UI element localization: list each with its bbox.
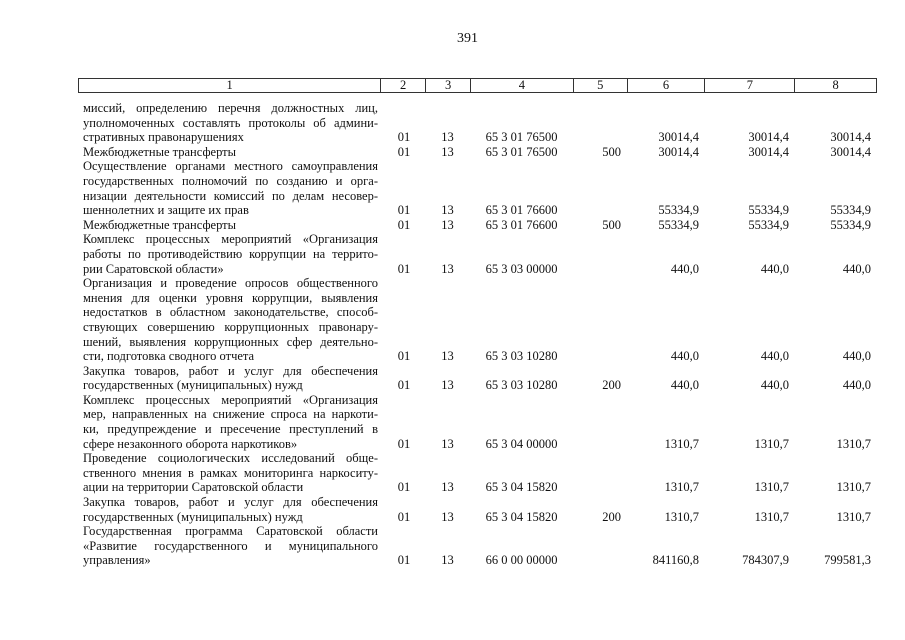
- row-description: [78, 524, 380, 568]
- target-article-code: 65 3 04 15820: [485, 480, 558, 495]
- row-description: [78, 393, 380, 451]
- description-line: государственных (муниципальных) нужд: [83, 509, 303, 524]
- amount-year-1: 440,0: [670, 349, 699, 364]
- target-article-code: 65 3 01 76600: [485, 203, 558, 218]
- subsection-code: 13: [441, 203, 454, 218]
- target-article-code: 65 3 01 76600: [485, 217, 558, 232]
- description-line: Закупка товаров, работ и услуг для обеспечения: [83, 495, 378, 510]
- section-code: 01: [397, 378, 411, 393]
- target-article-code: 65 3 03 10280: [485, 378, 558, 393]
- description-line: стративных правонарушениях: [83, 130, 244, 145]
- target-article-code: 65 3 01 76500: [485, 144, 558, 159]
- amount-year-1: 30014,4: [658, 144, 699, 159]
- amount-year-2: 30014,4: [748, 144, 789, 159]
- amount-year-2: 55334,9: [748, 203, 789, 218]
- description-line: Межбюджетные трансферты: [83, 144, 237, 159]
- section-code: 01: [397, 349, 411, 364]
- description-line: миссий, определению перечня должностных лиц,: [83, 101, 378, 115]
- amount-year-3: 799581,3: [824, 553, 871, 568]
- amount-year-3: 440,0: [842, 378, 871, 393]
- description-line: недостатков в областном законодательстве, способ-: [83, 305, 378, 320]
- description-line: мнения для оценки уровня коррупции, выявления: [83, 290, 378, 305]
- column-header: 8: [794, 79, 876, 92]
- expense-type-code: 200: [602, 378, 621, 393]
- description-line: ствующих совершению коррупционных правонару-: [83, 319, 378, 334]
- subsection-code: 13: [441, 217, 454, 232]
- description-line: Государственная программа Саратовской области: [83, 524, 378, 539]
- description-line: Осуществление органами местного самоуправления: [83, 159, 378, 174]
- row-description: [78, 145, 380, 160]
- description-line: сти, подготовка сводного отчета: [83, 349, 255, 364]
- description-line: ации на территории Саратовской области: [83, 480, 304, 495]
- column-header: 4: [470, 79, 573, 92]
- amount-year-3: 55334,9: [830, 203, 871, 218]
- section-code: 01: [397, 261, 411, 276]
- description-line: «Развитие государственного и муниципального: [83, 538, 378, 553]
- row-description: [78, 232, 380, 276]
- expense-type-code: 500: [602, 144, 621, 159]
- table-row: [78, 495, 877, 524]
- amount-year-2: 1310,7: [754, 436, 789, 451]
- subsection-code: 13: [441, 378, 454, 393]
- description-line: мер, направленных на снижение спроса на наркоти-: [83, 407, 378, 422]
- subsection-code: 13: [441, 144, 454, 159]
- amount-year-3: 55334,9: [830, 217, 871, 232]
- table-row: [78, 524, 877, 568]
- amount-year-1: 1310,7: [664, 480, 699, 495]
- subsection-code: 13: [441, 261, 454, 276]
- column-header: 7: [704, 79, 794, 92]
- amount-year-3: 440,0: [842, 261, 871, 276]
- description-line: Комплекс процессных мероприятий «Организация: [83, 232, 378, 247]
- subsection-code: 13: [441, 553, 454, 568]
- description-line: Межбюджетные трансферты: [83, 217, 237, 232]
- amount-year-2: 1310,7: [754, 480, 789, 495]
- row-description: [78, 451, 380, 495]
- subsection-code: 13: [441, 480, 454, 495]
- amount-year-1: 1310,7: [664, 509, 699, 524]
- amount-year-2: 440,0: [760, 378, 789, 393]
- description-line: Комплекс процессных мероприятий «Организация: [83, 392, 378, 407]
- subsection-code: 13: [441, 509, 454, 524]
- page-number: 391: [457, 31, 478, 46]
- column-header: 3: [425, 79, 470, 92]
- subsection-code: 13: [441, 349, 454, 364]
- row-description: [78, 495, 380, 524]
- amount-year-1: 55334,9: [658, 203, 699, 218]
- amount-year-2: 440,0: [760, 261, 789, 276]
- amount-year-3: 30014,4: [830, 144, 871, 159]
- description-line: ки, предупреждение и пресечение преступлений в: [83, 422, 378, 437]
- amount-year-3: 440,0: [842, 349, 871, 364]
- table-row: [78, 393, 877, 451]
- target-article-code: 65 3 04 00000: [485, 436, 558, 451]
- table-row: [78, 276, 877, 364]
- column-header: 6: [627, 79, 705, 92]
- budget-table: [78, 78, 877, 568]
- subsection-code: 13: [441, 130, 454, 145]
- table-row: [78, 364, 877, 393]
- amount-year-2: 30014,4: [748, 130, 789, 145]
- table-body: [78, 93, 877, 568]
- target-article-code: 65 3 04 15820: [485, 509, 558, 524]
- section-code: 01: [397, 553, 411, 568]
- amount-year-1: 55334,9: [658, 217, 699, 232]
- row-description: [78, 101, 380, 145]
- amount-year-1: 841160,8: [652, 553, 699, 568]
- row-description: [78, 276, 380, 364]
- description-line: шеннолетних и защите их прав: [83, 203, 249, 218]
- description-line: работы по противодействию коррупции на террито-: [83, 246, 378, 261]
- section-code: 01: [397, 144, 411, 159]
- table-row: [78, 232, 877, 276]
- table-row: [78, 159, 877, 217]
- expense-type-code: 500: [602, 217, 621, 232]
- amount-year-1: 1310,7: [664, 436, 699, 451]
- description-line: Организация и проведение опросов общественного: [83, 276, 378, 291]
- row-description: [78, 159, 380, 217]
- description-line: государственных полномочий по созданию и орга-: [83, 173, 378, 188]
- section-code: 01: [397, 130, 411, 145]
- description-line: шений, выявления коррупционных сфер деятельно-: [83, 334, 378, 349]
- table-row: [78, 145, 877, 160]
- expense-type-code: 200: [602, 509, 621, 524]
- column-header: 2: [380, 79, 425, 92]
- amount-year-3: 1310,7: [836, 436, 871, 451]
- description-line: ственного мнения в рамках мониторинга наркоситу-: [83, 465, 378, 480]
- section-code: 01: [397, 217, 411, 232]
- table-row: [78, 101, 877, 145]
- description-line: сфере незаконного оборота наркотиков»: [83, 436, 298, 451]
- target-article-code: 65 3 03 00000: [485, 261, 558, 276]
- amount-year-1: 440,0: [670, 378, 699, 393]
- amount-year-1: 30014,4: [658, 130, 699, 145]
- amount-year-2: 440,0: [760, 349, 789, 364]
- section-code: 01: [397, 480, 411, 495]
- row-description: [78, 364, 380, 393]
- description-line: рии Саратовской области»: [83, 261, 224, 276]
- amount-year-3: 1310,7: [836, 509, 871, 524]
- description-line: государственных (муниципальных) нужд: [83, 378, 303, 393]
- table-header-row: [78, 78, 877, 93]
- target-article-code: 66 0 00 00000: [485, 553, 558, 568]
- section-code: 01: [397, 509, 411, 524]
- table-row: [78, 218, 877, 233]
- row-description: [78, 218, 380, 233]
- description-line: Закупка товаров, работ и услуг для обеспечения: [83, 363, 378, 378]
- amount-year-2: 784307,9: [742, 553, 789, 568]
- amount-year-2: 55334,9: [748, 217, 789, 232]
- description-line: управления»: [83, 553, 151, 568]
- description-line: низации деятельности комиссий по делам несовер-: [83, 188, 378, 203]
- description-line: уполномоченных составлять протоколы об админи-: [83, 115, 378, 130]
- table-row: [78, 451, 877, 495]
- section-code: 01: [397, 203, 411, 218]
- amount-year-1: 440,0: [670, 261, 699, 276]
- amount-year-3: 30014,4: [830, 130, 871, 145]
- description-line: Проведение социологических исследований обще-: [83, 451, 378, 466]
- target-article-code: 65 3 03 10280: [485, 349, 558, 364]
- amount-year-3: 1310,7: [836, 480, 871, 495]
- column-header: 1: [226, 78, 233, 92]
- target-article-code: 65 3 01 76500: [485, 130, 558, 145]
- section-code: 01: [397, 436, 411, 451]
- subsection-code: 13: [441, 436, 454, 451]
- amount-year-2: 1310,7: [754, 509, 789, 524]
- column-header: 5: [573, 79, 627, 92]
